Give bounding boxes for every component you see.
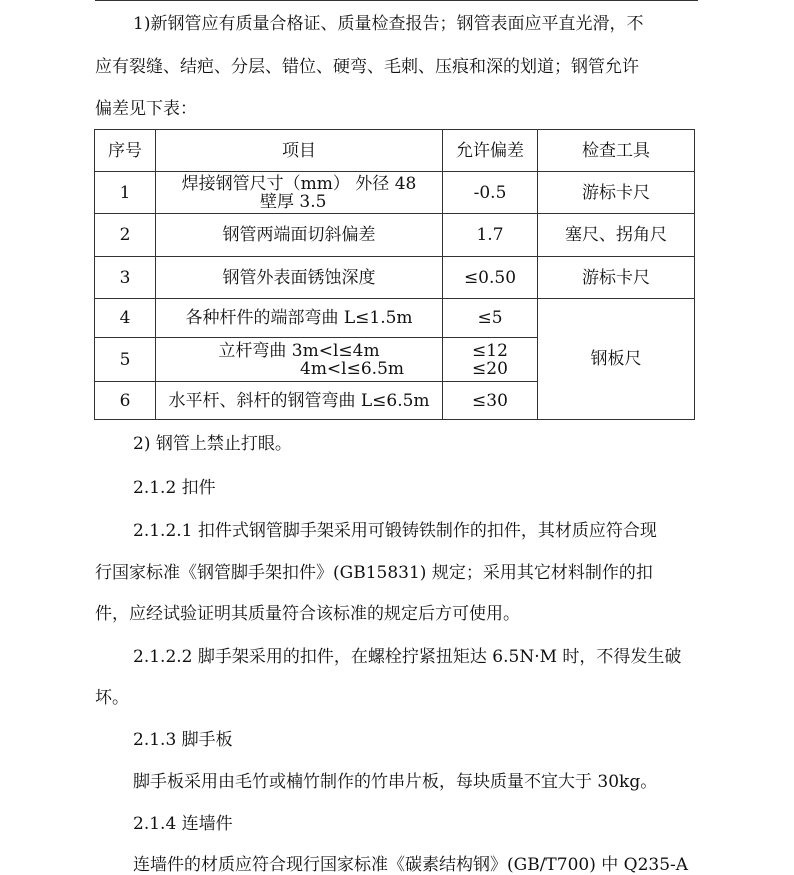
row-tool: 游标卡尺 [538,172,695,214]
row-item-line: 焊接钢管尺寸（mm） 外径 48 [181,173,417,194]
row-deviation-line: ≤12 [472,340,508,361]
row-tool-merged: 钢板尺 [538,299,695,420]
row-item [156,338,443,382]
row-item: 钢管两端面切斜偏差 [156,214,443,257]
row-item-line: 4m<l≤6.5m [300,358,405,379]
row-deviation: ≤30 [443,382,538,420]
table-row [95,257,695,299]
heading-2-1-4: 2.1.4 连墙件 [133,814,233,834]
row-tool: 游标卡尺 [538,257,695,299]
paragraph-2-1-2-1-line-3: 件，应经试验证明其质量符合该标准的规定后方可使用。 [95,604,520,624]
tolerance-table [94,129,695,420]
table-row [95,214,695,257]
row-no: 4 [95,299,156,338]
paragraph-2-1-2-1-line-2: 行国家标准《钢管脚手架扣件》(GB15831) 规定；采用其它材料制作的扣 [95,563,653,583]
row-deviation: ≤0.50 [443,257,538,299]
row-no: 3 [95,257,156,299]
paragraph-2-1-4: 连墙件的材质应符合现行国家标准《碳素结构钢》(GB/T700) 中 Q235-A [133,855,689,875]
row-no: 5 [95,338,156,382]
heading-2-1-3: 2.1.3 脚手板 [133,730,233,750]
intro-line-1: 1)新钢管应有质量合格证、质量检查报告；钢管表面应平直光滑，不 [133,14,644,34]
header-item: 项目 [156,130,443,172]
intro-line-2: 应有裂缝、结疤、分层、错位、硬弯、毛刺、压痕和深的划道；钢管允许 [95,57,639,77]
paragraph-2: 2) 钢管上禁止打眼。 [133,434,292,454]
row-deviation [443,338,538,382]
intro-line-3: 偏差见下表： [95,99,197,119]
header-no: 序号 [95,130,156,172]
row-no: 6 [95,382,156,420]
paragraph-2-1-2-2-line-2: 坏。 [95,688,129,708]
paragraph-2-1-2-2-line-1: 2.1.2.2 脚手架采用的扣件，在螺栓拧紧扭矩达 6.5N·M 时，不得发生破 [133,647,682,667]
table-row [95,172,695,214]
table-row [95,299,695,338]
row-no: 1 [95,172,156,214]
header-deviation: 允许偏差 [443,130,538,172]
row-item: 各种杆件的端部弯曲 L≤1.5m [156,299,443,338]
row-tool: 塞尺、拐角尺 [538,214,695,257]
row-deviation: ≤5 [443,299,538,338]
paragraph-2-1-3: 脚手板采用由毛竹或楠竹制作的竹串片板，每块质量不宜大于 30kg。 [133,772,658,792]
row-deviation: 1.7 [443,214,538,257]
row-deviation: -0.5 [443,172,538,214]
header-tool: 检查工具 [538,130,695,172]
row-deviation-line: ≤20 [472,358,508,379]
paragraph-2-1-2-1-line-1: 2.1.2.1 扣件式钢管脚手架采用可锻铸铁制作的扣件，其材质应符合现 [133,521,657,541]
row-item: 水平杆、斜杆的钢管弯曲 L≤6.5m [156,382,443,420]
row-item-line: 壁厚 3.5 [260,191,327,212]
row-no: 2 [95,214,156,257]
row-item: 钢管外表面锈蚀深度 [156,257,443,299]
top-rule [95,0,698,1]
row-item [156,172,443,214]
row-item-line: 立杆弯曲 3m<l≤4m [218,340,380,361]
heading-2-1-2: 2.1.2 扣件 [133,478,216,498]
table-header-row [95,130,695,172]
